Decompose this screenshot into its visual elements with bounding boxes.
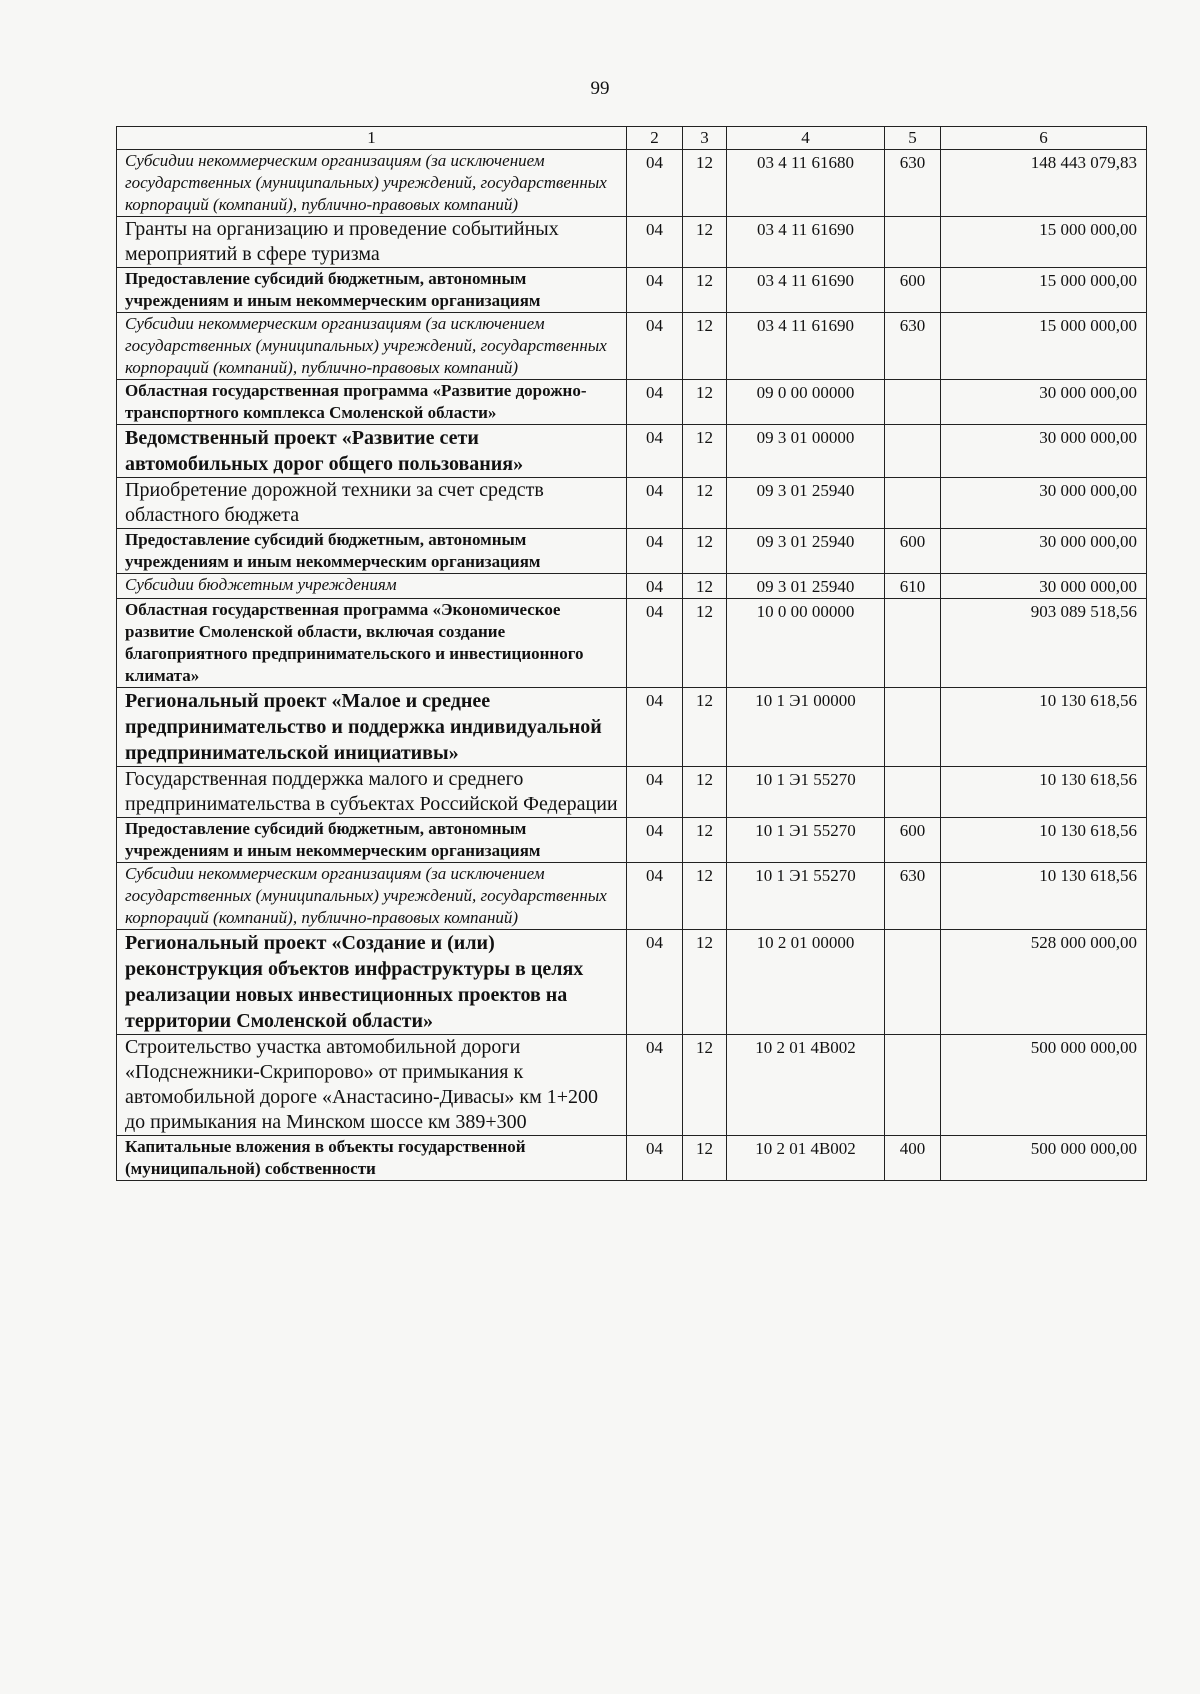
table-row <box>117 380 1147 425</box>
row-subsection-cell: 12 <box>683 574 727 599</box>
header-col-1: 1 <box>117 127 627 150</box>
table-row <box>117 217 1147 268</box>
table-row <box>117 1035 1147 1136</box>
row-target-article-cell: 09 3 01 25940 <box>727 529 885 574</box>
row-section-cell: 04 <box>627 380 683 425</box>
row-amount-cell: 500 000 000,00 <box>941 1035 1147 1136</box>
row-subsection-cell: 12 <box>683 478 727 529</box>
row-target-article-cell: 03 4 11 61690 <box>727 217 885 268</box>
header-col-6: 6 <box>941 127 1147 150</box>
row-expense-type-cell: 630 <box>885 150 941 217</box>
row-target-article-cell: 09 3 01 25940 <box>727 574 885 599</box>
row-subsection-cell: 12 <box>683 818 727 863</box>
table-row <box>117 767 1147 818</box>
row-expense-type-cell <box>885 688 941 767</box>
row-subsection-cell: 12 <box>683 1035 727 1136</box>
row-amount-cell: 528 000 000,00 <box>941 930 1147 1035</box>
row-section-cell: 04 <box>627 478 683 529</box>
header-col-4: 4 <box>727 127 885 150</box>
row-amount-cell: 10 130 618,56 <box>941 688 1147 767</box>
header-col-2: 2 <box>627 127 683 150</box>
row-amount-cell: 30 000 000,00 <box>941 478 1147 529</box>
table-row <box>117 1136 1147 1181</box>
table-row <box>117 599 1147 688</box>
table-row <box>117 313 1147 380</box>
row-expense-type-cell: 630 <box>885 313 941 380</box>
row-name-cell: Предоставление субсидий бюджетным, автономным учреждениям и иным некоммерческим организациям <box>117 818 627 863</box>
row-amount-cell: 30 000 000,00 <box>941 574 1147 599</box>
header-col-5: 5 <box>885 127 941 150</box>
row-name-cell: Предоставление субсидий бюджетным, автономным учреждениям и иным некоммерческим организациям <box>117 268 627 313</box>
row-name-cell: Приобретение дорожной техники за счет средств областного бюджета <box>117 478 627 529</box>
row-subsection-cell: 12 <box>683 529 727 574</box>
row-section-cell: 04 <box>627 217 683 268</box>
row-section-cell: 04 <box>627 688 683 767</box>
row-name-cell: Строительство участка автомобильной дороги «Подснежники-Скрипорово» от примыкания к автомобильной дороге «Анастасино-Дивасы» км 1+200 до примыкания на Минском шоссе км 389+300 <box>117 1035 627 1136</box>
row-section-cell: 04 <box>627 930 683 1035</box>
row-target-article-cell: 10 1 Э1 00000 <box>727 688 885 767</box>
row-subsection-cell: 12 <box>683 313 727 380</box>
row-amount-cell: 10 130 618,56 <box>941 818 1147 863</box>
row-section-cell: 04 <box>627 767 683 818</box>
row-target-article-cell: 09 0 00 00000 <box>727 380 885 425</box>
row-target-article-cell: 10 1 Э1 55270 <box>727 767 885 818</box>
row-target-article-cell: 10 2 01 00000 <box>727 930 885 1035</box>
row-subsection-cell: 12 <box>683 863 727 930</box>
row-section-cell: 04 <box>627 574 683 599</box>
row-subsection-cell: 12 <box>683 380 727 425</box>
row-target-article-cell: 09 3 01 25940 <box>727 478 885 529</box>
row-expense-type-cell: 600 <box>885 818 941 863</box>
row-subsection-cell: 12 <box>683 599 727 688</box>
row-name-cell: Региональный проект «Малое и среднее предпринимательство и поддержка индивидуальной предпринимательской инициативы» <box>117 688 627 767</box>
row-section-cell: 04 <box>627 1136 683 1181</box>
row-expense-type-cell: 610 <box>885 574 941 599</box>
row-subsection-cell: 12 <box>683 930 727 1035</box>
row-section-cell: 04 <box>627 1035 683 1136</box>
row-amount-cell: 15 000 000,00 <box>941 268 1147 313</box>
table-row <box>117 478 1147 529</box>
table-row <box>117 574 1147 599</box>
row-target-article-cell: 10 2 01 4В002 <box>727 1136 885 1181</box>
row-name-cell: Региональный проект «Создание и (или) реконструкция объектов инфраструктуры в целях реализации новых инвестиционных проектов на территории Смоленской области» <box>117 930 627 1035</box>
row-target-article-cell: 03 4 11 61690 <box>727 268 885 313</box>
row-section-cell: 04 <box>627 150 683 217</box>
row-name-cell: Предоставление субсидий бюджетным, автономным учреждениям и иным некоммерческим организациям <box>117 529 627 574</box>
row-expense-type-cell <box>885 478 941 529</box>
header-col-3: 3 <box>683 127 727 150</box>
table-row <box>117 268 1147 313</box>
row-amount-cell: 30 000 000,00 <box>941 425 1147 478</box>
row-section-cell: 04 <box>627 313 683 380</box>
row-subsection-cell: 12 <box>683 150 727 217</box>
row-expense-type-cell <box>885 1035 941 1136</box>
row-name-cell: Ведомственный проект «Развитие сети автомобильных дорог общего пользования» <box>117 425 627 478</box>
table-row <box>117 529 1147 574</box>
row-expense-type-cell <box>885 599 941 688</box>
row-amount-cell: 10 130 618,56 <box>941 767 1147 818</box>
row-name-cell: Субсидии некоммерческим организациям (за исключением государственных (муниципальных) учреждений, государственных корпораций (компаний), публично-правовых компаний) <box>117 150 627 217</box>
table-row <box>117 863 1147 930</box>
row-target-article-cell: 10 0 00 00000 <box>727 599 885 688</box>
row-section-cell: 04 <box>627 268 683 313</box>
row-amount-cell: 500 000 000,00 <box>941 1136 1147 1181</box>
table-row <box>117 818 1147 863</box>
row-section-cell: 04 <box>627 529 683 574</box>
row-subsection-cell: 12 <box>683 1136 727 1181</box>
row-subsection-cell: 12 <box>683 268 727 313</box>
row-subsection-cell: 12 <box>683 688 727 767</box>
row-subsection-cell: 12 <box>683 425 727 478</box>
table-row <box>117 425 1147 478</box>
row-expense-type-cell: 600 <box>885 529 941 574</box>
row-expense-type-cell <box>885 425 941 478</box>
row-target-article-cell: 03 4 11 61690 <box>727 313 885 380</box>
row-name-cell: Капитальные вложения в объекты государственной (муниципальной) собственности <box>117 1136 627 1181</box>
row-name-cell: Гранты на организацию и проведение событийных мероприятий в сфере туризма <box>117 217 627 268</box>
row-expense-type-cell <box>885 217 941 268</box>
row-target-article-cell: 09 3 01 00000 <box>727 425 885 478</box>
table-header-row <box>117 127 1147 150</box>
row-amount-cell: 15 000 000,00 <box>941 313 1147 380</box>
row-section-cell: 04 <box>627 863 683 930</box>
row-expense-type-cell <box>885 380 941 425</box>
row-target-article-cell: 10 1 Э1 55270 <box>727 818 885 863</box>
row-subsection-cell: 12 <box>683 217 727 268</box>
row-name-cell: Субсидии некоммерческим организациям (за исключением государственных (муниципальных) учреждений, государственных корпораций (компаний), публично-правовых компаний) <box>117 863 627 930</box>
row-amount-cell: 903 089 518,56 <box>941 599 1147 688</box>
row-amount-cell: 30 000 000,00 <box>941 380 1147 425</box>
page-number: 99 <box>590 78 610 99</box>
row-amount-cell: 15 000 000,00 <box>941 217 1147 268</box>
table-row <box>117 150 1147 217</box>
row-name-cell: Государственная поддержка малого и среднего предпринимательства в субъектах Российской Федерации <box>117 767 627 818</box>
row-section-cell: 04 <box>627 425 683 478</box>
row-expense-type-cell <box>885 930 941 1035</box>
row-name-cell: Субсидии некоммерческим организациям (за исключением государственных (муниципальных) учреждений, государственных корпораций (компаний), публично-правовых компаний) <box>117 313 627 380</box>
row-name-cell: Субсидии бюджетным учреждениям <box>117 574 627 599</box>
row-amount-cell: 148 443 079,83 <box>941 150 1147 217</box>
row-expense-type-cell <box>885 767 941 818</box>
row-expense-type-cell: 630 <box>885 863 941 930</box>
row-target-article-cell: 10 2 01 4В002 <box>727 1035 885 1136</box>
row-expense-type-cell: 400 <box>885 1136 941 1181</box>
row-subsection-cell: 12 <box>683 767 727 818</box>
row-target-article-cell: 03 4 11 61680 <box>727 150 885 217</box>
table-row <box>117 930 1147 1035</box>
row-section-cell: 04 <box>627 818 683 863</box>
row-expense-type-cell: 600 <box>885 268 941 313</box>
row-name-cell: Областная государственная программа «Экономическое развитие Смоленской области, включая создание благоприятного предпринимательского и инвестиционного климата» <box>117 599 627 688</box>
table-row <box>117 688 1147 767</box>
row-target-article-cell: 10 1 Э1 55270 <box>727 863 885 930</box>
budget-table <box>116 126 1147 1181</box>
row-amount-cell: 10 130 618,56 <box>941 863 1147 930</box>
row-section-cell: 04 <box>627 599 683 688</box>
row-amount-cell: 30 000 000,00 <box>941 529 1147 574</box>
row-name-cell: Областная государственная программа «Развитие дорожно-транспортного комплекса Смоленской области» <box>117 380 627 425</box>
